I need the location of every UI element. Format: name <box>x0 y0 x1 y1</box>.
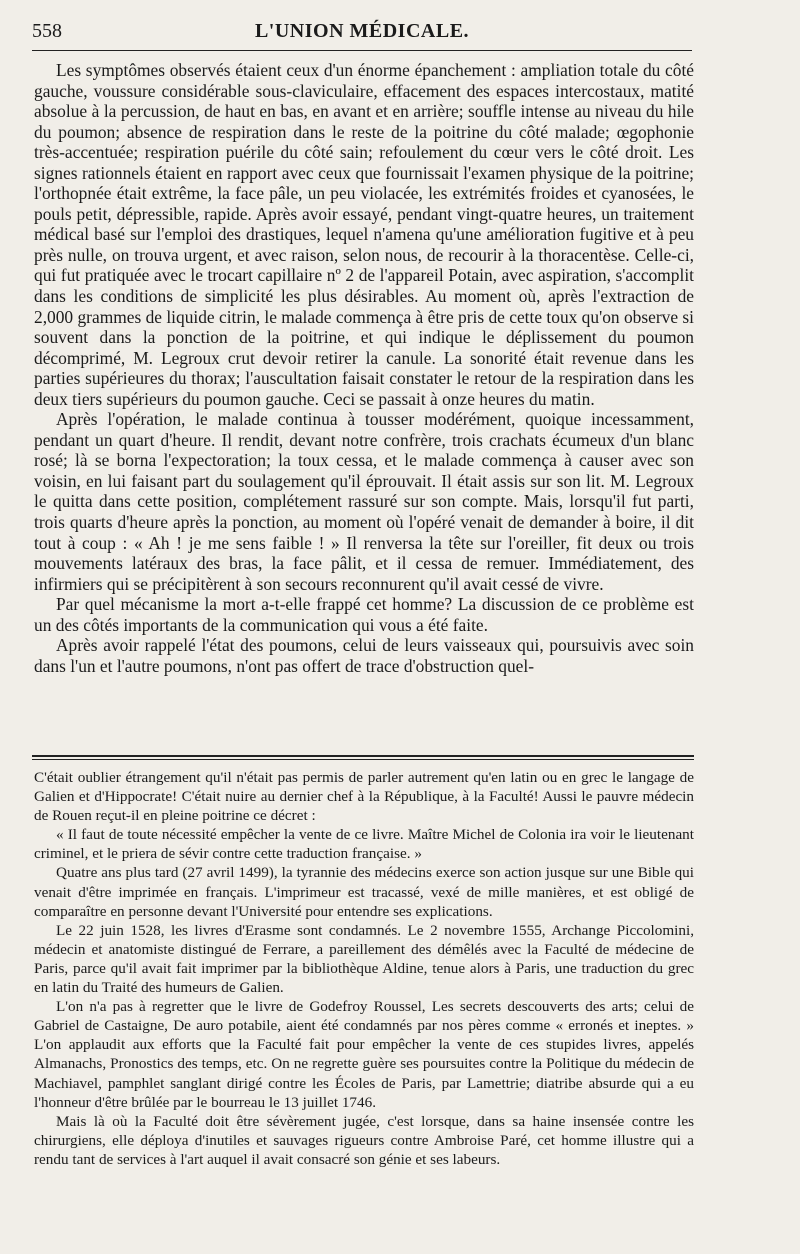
footnote-paragraph: « Il faut de toute nécessité empêcher la vente de ce livre. Maître Michel de Colonia ira voir le lieutenant criminel, et le priera de sévir contre cette traduction française. » <box>34 826 694 863</box>
main-paragraph: Les symptômes observés étaient ceux d'un énorme épanchement : ampliation totale du côté gauche, voussure considérable sous-claviculaire, effacement des espaces intercostaux, matité absolue à la percussion, de haut en bas, en avant et en arrière; souffle intense au niveau du hile du poumon; absence de respiration dans le reste de la poitrine du côté malade; œgophonie très-accentuée; respiration puérile du côté sain; refoulement du cœur vers le côté droit. Les signes rationnels étaient en rapport avec ceux que fournissait l'examen physique de la poitrine; l'orthopnée était extrême, la face pâle, un peu violacée, les extrémités froides et cyanosées, le pouls petit, dépressible, rapide. Après avoir essayé, pendant vingt-quatre heures, un traitement médical basé sur l'emploi des drastiques, lequel n'amena qu'une amélioration fugitive et à peu près nulle, on trouva urgent, et avec raison, selon nous, de recourir à la thoracentèse. Celle-ci, qui fut pratiquée avec le trocart capillaire nº 2 de l'appareil Potain, avec aspiration, s'accomplit dans les conditions de simplicité les plus désirables. Au moment où, après l'extraction de 2,000 grammes de liquide citrin, le malade commença à être pris de cette toux qu'on observe si souvent dans la ponction de la poitrine, et qui indique le déplissement du poumon décomprimé, M. Legroux crut devoir retirer la canule. La sonorité était revenue dans les parties supérieures du thorax; l'auscultation faisait constater le retour de la respiration dans les deux tiers supérieurs du poumon gauche. Ceci se passait à onze heures du matin. <box>34 60 694 409</box>
footnote-paragraph: Quatre ans plus tard (27 avril 1499), la tyrannie des médecins exerce son action jusque sur une Bible qui venait d'être imprimée en français. L'imprimeur est tracassé, vexé de mille manières, et est obligé de comparaître en personne devant l'Université pour entendre ses explications. <box>34 864 694 920</box>
page-header <box>32 18 692 46</box>
footnote-paragraph: Le 22 juin 1528, les livres d'Erasme sont condamnés. Le 2 novembre 1555, Archange Piccolomini, médecin et anatomiste distingué de Ferrare, a pareillement des démêlés avec la Faculté de médecine de Paris, parce qu'il avait fait imprimer par la bibliothèque Aldine, tenue alors à Paris, une traduction du grec en latin du Traité des humeurs de Galien. <box>34 921 694 997</box>
footnote-text <box>34 768 694 1169</box>
main-paragraph: Par quel mécanisme la mort a-t-elle frappé cet homme? La discussion de ce problème est un des côtés importants de la communication qui vous a été faite. <box>34 594 694 635</box>
footnote-separator-thin <box>32 759 694 760</box>
main-paragraph: Après l'opération, le malade continua à tousser modérément, quoique incessamment, pendant un quart d'heure. Il rendit, devant notre confrère, trois crachats écumeux d'un blanc rosé; là se borna l'expectoration; la toux cessa, et le malade commença à causer avec son voisin, en lui faisant part du soulagement qu'il éprouvait. Il était assis sur son lit. M. Legroux le quitta dans cette position, complétement rassuré sur son compte. Mais, lorsqu'il fut parti, trois quarts d'heure après la ponction, au moment où l'opéré venait de demander à boire, il dit tout à coup : « Ah ! je me sens faible ! » Il renversa la tête sur l'oreiller, fit deux ou trois mouvements latéraux des bras, la face pâlit, et il cessa de remuer. Immédiatement, des infirmiers qui se précipitèrent à son secours reconnurent qu'il avait cessé de vivre. <box>34 409 694 594</box>
footnote-paragraph: C'était oublier étrangement qu'il n'était pas permis de parler autrement qu'en latin ou en grec le langage de Galien et d'Hippocrate! C'était nuire au dernier chef à la République, à la Faculté! Aussi le pauvre médecin de Rouen reçut-il en pleine poitrine ce décret : <box>34 769 694 825</box>
footnote-paragraph: Mais là où la Faculté doit être sévèrement jugée, c'est lorsque, dans sa haine insensée contre les chirurgiens, elle déploya d'inutiles et sauvages rigueurs contre Ambroise Paré, cet homme illustre qui a rendu tant de services à l'art auquel il avait consacré son génie et ses labeurs. <box>34 1112 694 1168</box>
main-text <box>34 60 694 676</box>
header-rule <box>32 50 692 51</box>
footnote-separator <box>32 755 694 757</box>
journal-title: L'UNION MÉDICALE. <box>254 20 470 42</box>
main-paragraph: Après avoir rappelé l'état des poumons, celui de leurs vaisseaux qui, poursuivis avec soin dans l'un et l'autre poumons, n'ont pas offert de trace d'obstruction quel- <box>34 635 694 676</box>
footnote-paragraph: L'on n'a pas à regretter que le livre de Godefroy Roussel, Les secrets descouverts des arts; celui de Gabriel de Castaigne, De auro potabile, aient été condamnés par nos pères comme « erronés et ineptes. » L'on applaudit aux efforts que la Faculté fait pour empêcher la vente de ces stupides livres, appelés Almanachs, Pronostics des temps, etc. On ne regrette guère ses poursuites contre la Politique du médecin de Machiavel, pamphlet sanglant dirigé contre les Écoles de Paris, par Lamettrie; diatribe absurde qui a eu l'honneur d'être brûlée par le bourreau le 13 juillet 1746. <box>34 998 694 1111</box>
page-number: 558 <box>32 20 62 42</box>
